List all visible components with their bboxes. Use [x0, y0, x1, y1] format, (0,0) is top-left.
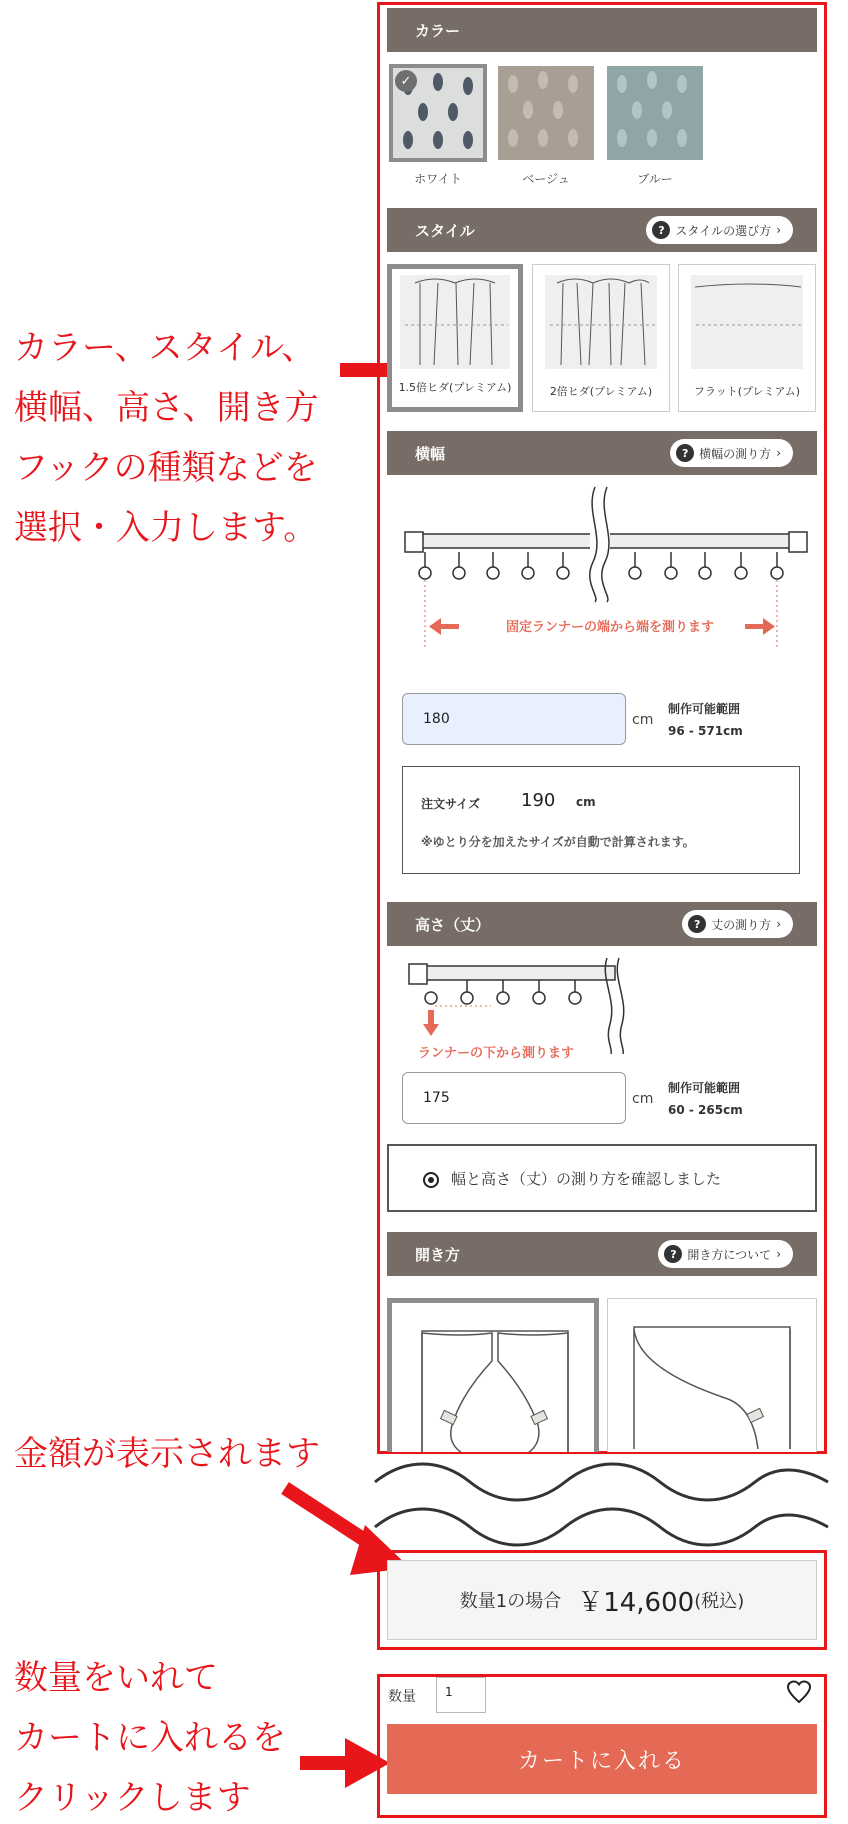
question-icon: ? [652, 221, 670, 239]
leaf-pattern-beige [498, 66, 594, 160]
width-help-button[interactable] [670, 439, 793, 467]
order-size-box [402, 766, 800, 874]
height-section-header [387, 902, 817, 946]
opening-section-title: 開き方 [415, 1245, 461, 1264]
height-section-title: 高さ（丈） [415, 915, 491, 934]
curtain-pleat-icon [400, 275, 510, 369]
flat-illustration [691, 275, 803, 369]
measure-confirm-toggle[interactable] [387, 1144, 817, 1212]
style-section-header [387, 208, 817, 252]
style-label-2x: 2倍ヒダ(プレミアム) [549, 385, 653, 398]
measure-down-arrow [423, 1010, 439, 1036]
style-help-button[interactable] [646, 216, 793, 244]
opening-help-button[interactable] [658, 1240, 793, 1268]
opening-section-header [387, 1232, 817, 1276]
radio-icon [423, 1172, 439, 1188]
style-option-flat[interactable] [678, 264, 816, 412]
swatch-label-white: ホワイト [414, 172, 462, 186]
pleat-illustration [400, 275, 510, 369]
width-help-label: 横幅の測り方 [699, 446, 772, 461]
price-amount: ￥14,600 [577, 1587, 695, 1618]
question-icon: ? [664, 1245, 682, 1263]
opening-option-single[interactable] [607, 1298, 817, 1452]
annotation-cart-note: 数量をいれて カートに入れるを クリックします [14, 1658, 286, 1818]
width-section-header [387, 431, 817, 475]
price-box [387, 1560, 817, 1640]
curtain-flat-icon [691, 275, 805, 369]
width-range-title: 制作可能範囲 [668, 702, 741, 716]
height-range-value: 60 - 265cm [668, 1103, 743, 1117]
style-label-1-5x: 1.5倍ヒダ(プレミアム) [398, 381, 512, 394]
quantity-label: 数量 [388, 1689, 416, 1705]
height-help-button[interactable] [682, 910, 793, 938]
swatch-label-beige: ベージュ [522, 172, 570, 186]
height-range-title: 制作可能範囲 [668, 1081, 741, 1095]
width-range-value: 96 - 571cm [668, 724, 743, 738]
swatch-label-blue: ブルー [637, 172, 673, 186]
chevron-right-icon: › [776, 223, 781, 237]
width-input[interactable]: 180 [402, 693, 626, 745]
double-curtain-icon [392, 1303, 594, 1452]
question-icon: ? [688, 915, 706, 933]
chevron-right-icon: › [776, 917, 781, 931]
leaf-pattern-blue [607, 66, 703, 160]
color-section-title: カラー [415, 21, 461, 40]
annotation-price-note: 金額が表示されます [14, 1434, 320, 1474]
swatch-beige[interactable] [498, 66, 594, 160]
swatch-white[interactable] [389, 64, 487, 162]
swatch-blue[interactable] [607, 66, 703, 160]
opening-help-label: 開き方について [687, 1247, 772, 1262]
style-help-label: スタイルの選び方 [675, 223, 772, 238]
price-prefix: 数量1の場合 [459, 1591, 562, 1612]
height-diagram-caption: ランナーの下から測ります [418, 1046, 575, 1061]
opening-option-double[interactable] [387, 1298, 599, 1452]
order-size-note: ※ゆとり分を加えたサイズが自動で計算されます。 [421, 835, 695, 849]
order-size-value: 190 [521, 790, 556, 811]
order-size-unit: cm [576, 795, 596, 809]
wave-separator [375, 1464, 828, 1545]
chevron-right-icon: › [776, 446, 781, 460]
height-input[interactable]: 175 [402, 1072, 626, 1124]
width-diagram-caption: 固定ランナーの端から端を測ります [505, 620, 714, 635]
question-icon: ? [676, 444, 694, 462]
chevron-right-icon: › [776, 1247, 781, 1261]
pleat-illustration [545, 275, 657, 369]
heart-icon[interactable] [786, 1680, 812, 1704]
height-rail-diagram [405, 954, 625, 1054]
annotation-select-note: カラー、スタイル、 横幅、高さ、開き方 フックの種類などを 選択・入力します。 [14, 328, 319, 548]
width-unit: cm [632, 712, 654, 728]
check-icon: ✓ [395, 70, 417, 92]
color-section-header [387, 8, 817, 52]
order-size-label: 注文サイズ [421, 797, 481, 811]
style-option-2x[interactable] [532, 264, 670, 412]
price-tax: (税込) [694, 1591, 745, 1612]
measure-confirm-label: 幅と高さ（丈）の測り方を確認しました [451, 1169, 722, 1188]
quantity-input[interactable]: 1 [436, 1677, 486, 1713]
style-section-title: スタイル [415, 221, 475, 240]
add-to-cart-button[interactable]: カートに入れる [387, 1724, 817, 1794]
single-curtain-icon [608, 1299, 816, 1449]
style-option-1-5x[interactable] [387, 264, 523, 412]
curtain-pleat-icon [545, 275, 659, 369]
height-help-label: 丈の測り方 [711, 917, 772, 932]
height-unit: cm [632, 1091, 654, 1107]
style-label-flat: フラット(プレミアム) [693, 385, 801, 398]
width-section-title: 横幅 [415, 444, 446, 463]
